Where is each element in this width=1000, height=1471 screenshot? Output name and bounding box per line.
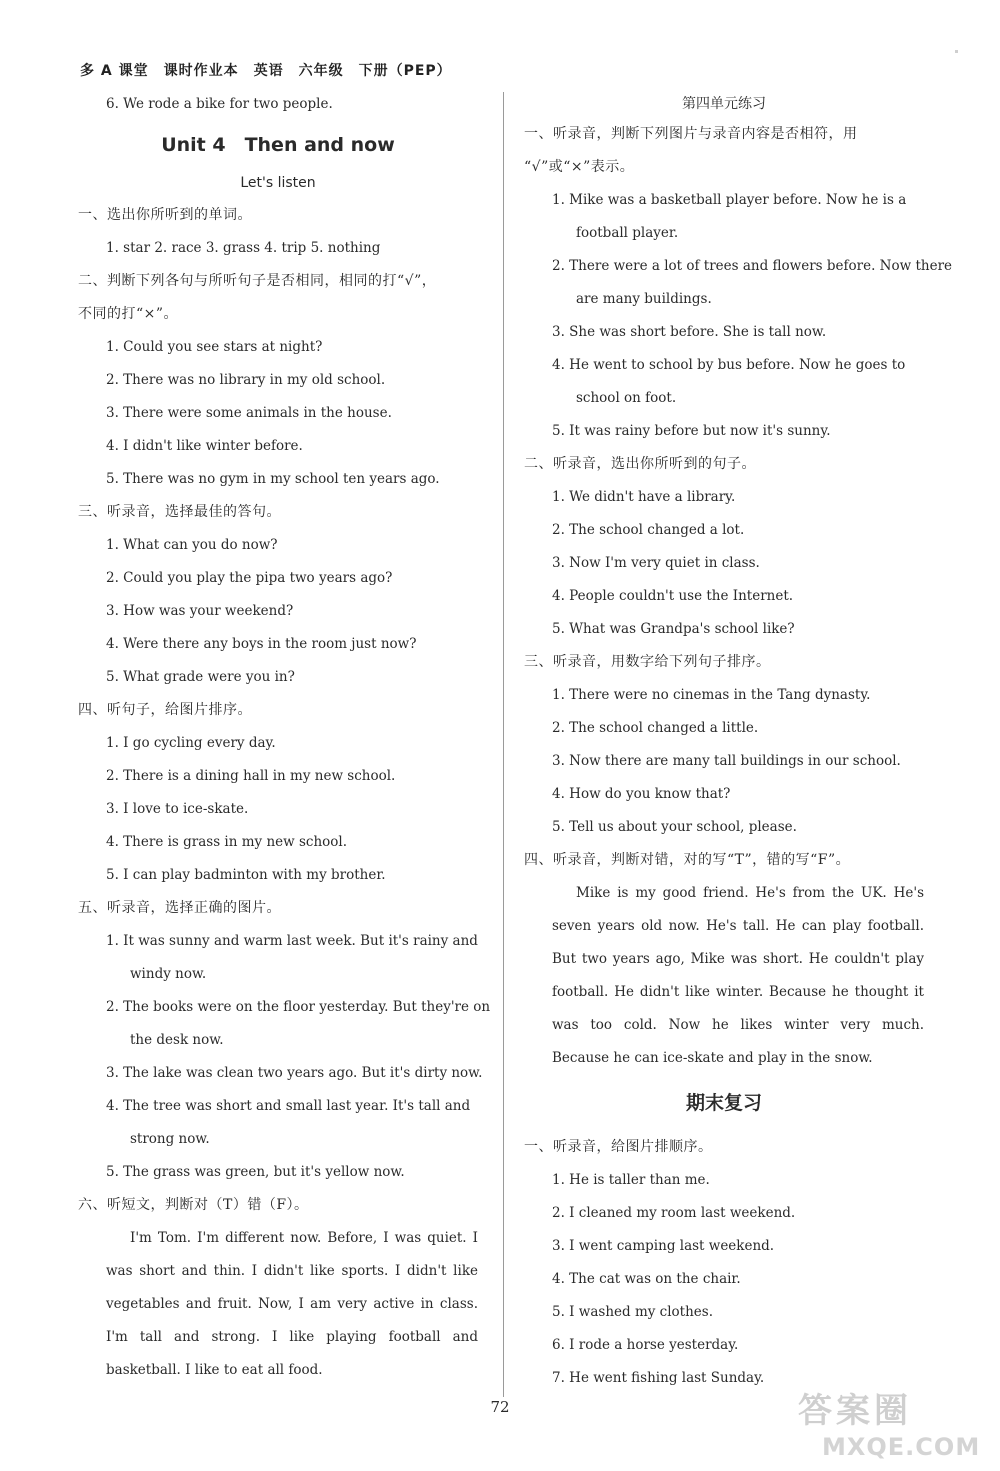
question-line: 4. He went to school by bus before. Now he goes to bbox=[552, 357, 906, 373]
section-heading: 二、听录音，选出你所听到的句子。 bbox=[524, 456, 756, 472]
watermark-logo bbox=[770, 1375, 990, 1467]
question-line: the desk now. bbox=[130, 1032, 224, 1048]
question-line: football player. bbox=[576, 225, 679, 241]
question-line: 4. People couldn't use the Internet. bbox=[552, 588, 794, 604]
question-line: 1. We didn't have a library. bbox=[552, 489, 736, 505]
question-line: 5. There was no gym in my school ten years ago. bbox=[106, 471, 440, 487]
question-line: 3. Now there are many tall buildings in our school. bbox=[552, 753, 901, 769]
question-line: 1. What can you do now? bbox=[106, 537, 278, 553]
question-line: 5. I can play badminton with my brother. bbox=[106, 867, 386, 883]
question-line: 4. Were there any boys in the room just now? bbox=[106, 636, 417, 652]
section-heading: 四、听录音，判断对错，对的写“T”，错的写“F”。 bbox=[524, 852, 851, 868]
question-line: 1. Could you see stars at night? bbox=[106, 339, 323, 355]
question-line: 2. The school changed a lot. bbox=[552, 522, 745, 538]
question-line: 2. There was no library in my old school. bbox=[106, 372, 386, 388]
listening-passage: Mike is my good friend. He's from the UK. He's seven years old now. He's tall. He can play football. But two years ago, Mike was short. He couldn't play football. He didn't like winter. Because he thought it was too cold. Now he likes winter very much. Because he can ice-skate and play in the snow. bbox=[552, 885, 924, 1066]
question-line: 3. The lake was clean two years ago. But it's dirty now. bbox=[106, 1065, 483, 1081]
question-line: 1. There were no cinemas in the Tang dynasty. bbox=[552, 687, 871, 703]
question-line: school on foot. bbox=[576, 390, 677, 406]
page-number: 72 bbox=[490, 1398, 510, 1416]
question-line: 5. The grass was green, but it's yellow now. bbox=[106, 1164, 405, 1180]
question-line: 5. What was Grandpa's school like? bbox=[552, 621, 795, 637]
question-line: 2. Could you play the pipa two years ago? bbox=[106, 570, 393, 586]
question-line: 1. He is taller than me. bbox=[552, 1172, 710, 1188]
question-line: 5. What grade were you in? bbox=[106, 669, 295, 685]
section-heading: 二、判断下列各句与所听句子是否相同，相同的打“√”， bbox=[78, 273, 437, 289]
question-line: 2. The books were on the floor yesterday. But they're on bbox=[106, 999, 491, 1015]
question-line: 5. I washed my clothes. bbox=[552, 1304, 713, 1320]
question-line: 1. I go cycling every day. bbox=[106, 735, 276, 751]
question-line: windy now. bbox=[130, 966, 207, 982]
question-line: 5. It was rainy before but now it's sunny. bbox=[552, 423, 831, 439]
question-line: 2. The school changed a little. bbox=[552, 720, 759, 736]
question-line: 3. Now I'm very quiet in class. bbox=[552, 555, 760, 571]
question-line: 4. The cat was on the chair. bbox=[552, 1271, 741, 1287]
question-line: 1. star 2. race 3. grass 4. trip 5. nothing bbox=[106, 240, 381, 256]
section-heading: 三、听录音，用数字给下列句子排序。 bbox=[524, 654, 771, 670]
question-line: 2. There were a lot of trees and flowers before. Now there bbox=[552, 258, 953, 274]
section-heading: 五、听录音，选择正确的图片。 bbox=[78, 900, 281, 916]
section-heading: 六、听短文，判断对（T）错（F）。 bbox=[78, 1197, 309, 1213]
question-line: 4. I didn't like winter before. bbox=[106, 438, 303, 454]
listening-passage: I'm Tom. I'm different now. Before, I was quiet. I was short and thin. I didn't like sports. I didn't like vegetables and fruit. Now, I am very active in class. I'm tall and strong. I like playing football and basketball. I like to eat all food. bbox=[106, 1230, 478, 1378]
question-line: 2. There is a dining hall in my new school. bbox=[106, 768, 396, 784]
question-line: 7. He went fishing last Sunday. bbox=[552, 1370, 765, 1386]
section-heading: “√”或“×”表示。 bbox=[524, 159, 635, 175]
section-heading: 不同的打“×”。 bbox=[78, 306, 179, 322]
watermark-url: MXQE.COM bbox=[822, 1433, 981, 1461]
question-line: 4. How do you know that? bbox=[552, 786, 731, 802]
section-heading: 一、听录音，给图片排顺序。 bbox=[524, 1139, 713, 1155]
unit-subtitle: Let's listen bbox=[240, 175, 316, 191]
question-line: 3. She was short before. She is tall now. bbox=[552, 324, 827, 340]
question-line: 4. The tree was short and small last year. It's tall and bbox=[106, 1098, 471, 1114]
review-title: 期末复习 bbox=[685, 1092, 762, 1114]
watermark-word: 答案圈 bbox=[798, 1391, 912, 1431]
question-line: 1. It was sunny and warm last week. But it's rainy and bbox=[106, 933, 478, 949]
question-line: 3. There were some animals in the house. bbox=[106, 405, 392, 421]
column-divider bbox=[503, 92, 504, 1397]
question-line: 5. Tell us about your school, please. bbox=[552, 819, 797, 835]
section-heading: 四、听句子，给图片排序。 bbox=[78, 702, 252, 718]
scan-speck bbox=[955, 50, 958, 53]
question-line: 3. How was your weekend? bbox=[106, 603, 294, 619]
section-heading: 一、选出你所听到的单词。 bbox=[78, 207, 252, 223]
question-line: 3. I love to ice-skate. bbox=[106, 801, 249, 817]
section-title: 第四单元练习 bbox=[682, 96, 766, 112]
question-line: 6. I rode a horse yesterday. bbox=[552, 1337, 739, 1353]
question-line: are many buildings. bbox=[576, 291, 712, 307]
question-line: 6. We rode a bike for two people. bbox=[106, 96, 333, 112]
question-line: 1. Mike was a basketball player before. Now he is a bbox=[552, 192, 907, 208]
section-heading: 三、听录音，选择最佳的答句。 bbox=[78, 504, 281, 520]
right-column bbox=[524, 88, 953, 1395]
question-line: 2. I cleaned my room last weekend. bbox=[552, 1205, 796, 1221]
question-line: strong now. bbox=[130, 1131, 210, 1147]
page-header: 多 A 课堂 课时作业本 英语 六年级 下册（PEP） bbox=[80, 63, 452, 79]
unit-title: Unit 4 Then and now bbox=[161, 134, 395, 156]
question-line: 3. I went camping last weekend. bbox=[552, 1238, 775, 1254]
section-heading: 一、听录音，判断下列图片与录音内容是否相符，用 bbox=[524, 126, 858, 142]
question-line: 4. There is grass in my new school. bbox=[106, 834, 348, 850]
left-column bbox=[78, 88, 491, 1387]
